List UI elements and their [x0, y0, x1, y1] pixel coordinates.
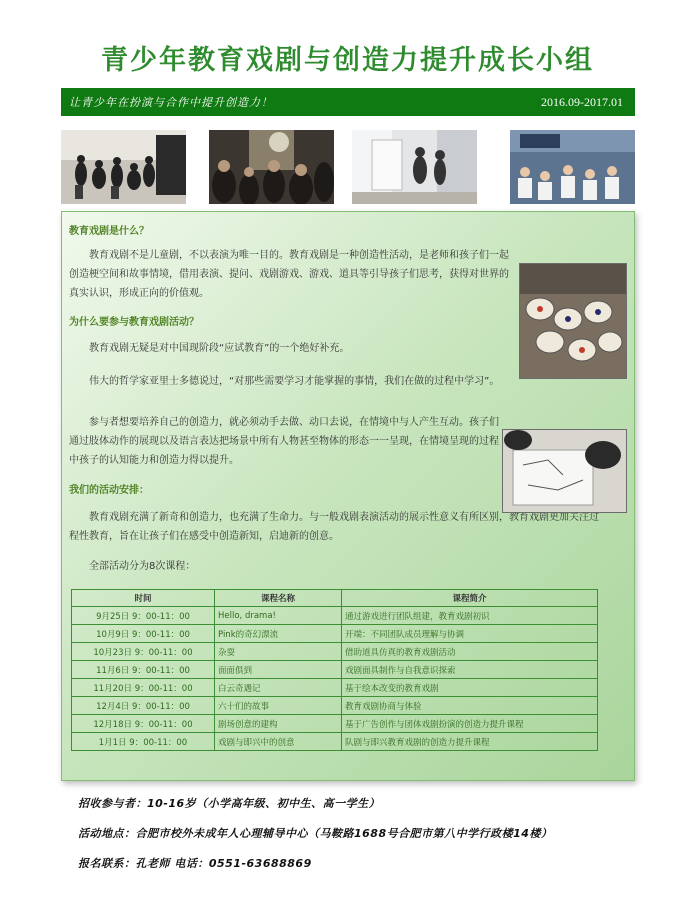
- cell-summary: 基于广告创作与团体戏剧扮演的创造力提升课程: [342, 715, 598, 733]
- header-banner: [61, 88, 635, 116]
- cell-time: 1月1日 9：00-11：00: [72, 733, 215, 751]
- content-panel: [61, 211, 635, 781]
- table-row: [72, 697, 598, 715]
- cell-time: 10月23日 9：00-11：00: [72, 643, 215, 661]
- cell-time: 11月20日 9：00-11：00: [72, 679, 215, 697]
- section-paragraph: 教育戏剧不是儿童剧，不以表演为唯一目的。教育戏剧是一种创造性活动，是老师和孩子们一起创造梗空间和故事情境，借用表演、提问、戏剧游戏、游戏、道具等引导孩子们思考，获得对世界的真实认识，形成正向的价值观。: [69, 250, 509, 299]
- schedule-table: [71, 589, 598, 751]
- section-heading-why: 为什么要参与教育戏剧活动？: [69, 317, 199, 328]
- cell-course: 戏剧与即兴中的创意: [215, 733, 342, 751]
- cell-course: 杂耍: [215, 643, 342, 661]
- cell-course: 六十们的故事: [215, 697, 342, 715]
- table-row: [72, 679, 598, 697]
- location-info: 活动地点：合肥市校外未成年人心理辅导中心（马鞍路1688号合肥市第八中学行政楼14楼）: [78, 827, 553, 840]
- section-paragraph: 全部活动分为8次课程：: [89, 561, 196, 572]
- cell-course: 面面俱到: [215, 661, 342, 679]
- cell-summary: 通过游戏进行团队组建，教育戏剧初识: [342, 607, 598, 625]
- cell-summary: 开端：不同团队成员理解与协调: [342, 625, 598, 643]
- photo-classroom: [510, 130, 635, 204]
- section-paragraph: 教育戏剧无疑是对中国现阶段“应试教育”的一个绝好补充。: [89, 343, 350, 354]
- column-header-time: 时间: [72, 590, 215, 607]
- column-header-course: 课程名称: [215, 590, 342, 607]
- cell-time: 11月6日 9：00-11：00: [72, 661, 215, 679]
- cell-course: Hello, drama!: [215, 607, 342, 625]
- section-paragraph: 伟大的哲学家亚里士多德说过，“对那些需要学习才能掌握的事情，我们在做的过程中学习”。: [89, 376, 500, 387]
- column-header-summary: 课程简介: [342, 590, 598, 607]
- cell-summary: 借助道具仿真的教育戏剧活动: [342, 643, 598, 661]
- cell-time: 12月4日 9：00-11：00: [72, 697, 215, 715]
- contact-info: 报名联系：孔老师 电话：0551-63688869: [78, 857, 312, 870]
- section-heading-schedule: 我们的活动安排：: [69, 485, 149, 496]
- table-row: [72, 625, 598, 643]
- cell-summary: 戏剧面具制作与自我意识探索: [342, 661, 598, 679]
- cell-time: 10月9日 9：00-11：00: [72, 625, 215, 643]
- section-paragraph: 教育戏剧充满了新奇和创造力，也充满了生命力。与一般戏剧表演活动的展示性意义有所区别，教育戏剧更加关注过程性教育，旨在让孩子们在感受中创造新知，启迪新的创意。: [69, 512, 599, 542]
- table-row: [72, 661, 598, 679]
- cell-time: 9月25日 9：00-11：00: [72, 607, 215, 625]
- photo-masks: [519, 263, 627, 379]
- table-row: [72, 715, 598, 733]
- cell-time: 12月18日 9：00-11：00: [72, 715, 215, 733]
- photo-stage-play: [352, 130, 477, 204]
- table-row: [72, 733, 598, 751]
- table-row: [72, 607, 598, 625]
- cell-course: 白云奇遇记: [215, 679, 342, 697]
- photo-drama-warmup: [61, 130, 186, 204]
- section-paragraph: 参与者想要培养自己的创造力，就必须动手去做、动口去说，在情境中与人产生互动。孩子们通过肢体动作的展现以及语言表达把场景中所有人物甚至物体的形态一一呈现，在情境呈现的过程中孩子的认知能力和创造力得以提升。: [69, 417, 499, 466]
- cell-summary: 队剧与即兴教育戏剧的创造力提升课程: [342, 733, 598, 751]
- section-heading-what: 教育戏剧是什么？: [69, 226, 149, 237]
- cell-summary: 基于绘本改变的教育戏剧: [342, 679, 598, 697]
- date-range: 2016.09-2017.01: [541, 94, 623, 109]
- slogan: 让青少年在扮演与合作中提升创造力！: [69, 96, 273, 109]
- audience-info: 招收参与者：10-16岁（小学高年级、初中生、高一学生）: [78, 797, 381, 810]
- cell-summary: 教育戏剧协商与体验: [342, 697, 598, 715]
- photo-strip: [61, 130, 635, 204]
- page-title: 青少年教育戏剧与创造力提升成长小组: [101, 45, 594, 76]
- photo-drawing: [502, 429, 627, 513]
- cell-course: Pink的奇幻漂流: [215, 625, 342, 643]
- cell-course: 剧场创意的建构: [215, 715, 342, 733]
- table-row: [72, 643, 598, 661]
- photo-group-circle: [209, 130, 334, 204]
- schedule-header-row: [72, 590, 598, 607]
